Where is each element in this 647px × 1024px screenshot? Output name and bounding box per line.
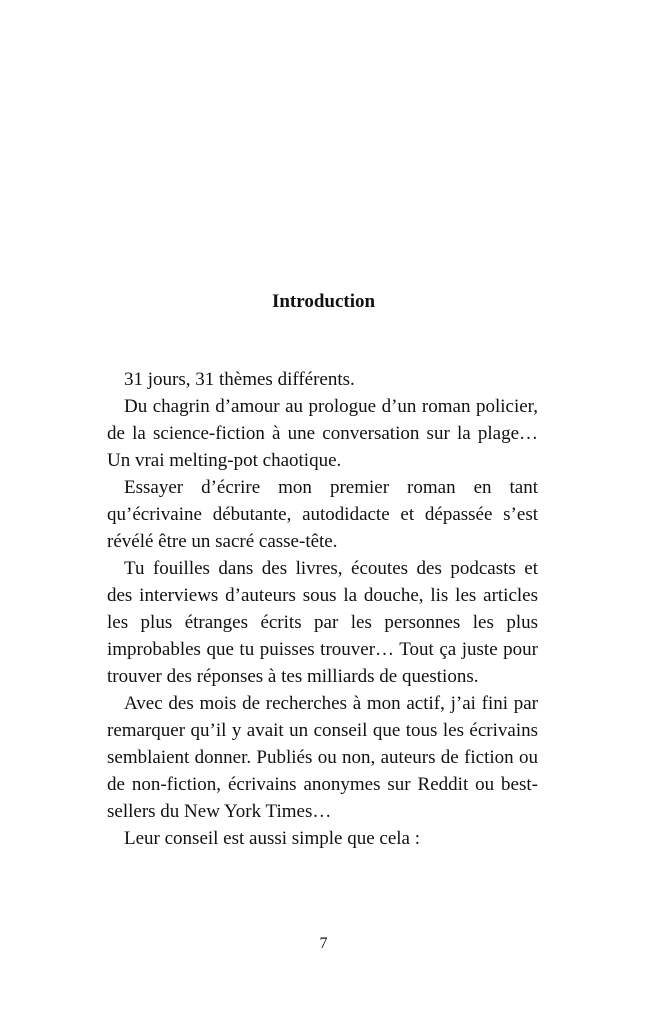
page-title: Introduction [271, 291, 376, 312]
paragraph: Essayer d’écrire mon premier roman en tant qu’écrivaine débutante, autodidacte et dépassée s’est révélé être un sacré casse-tête. [107, 477, 538, 552]
page-number: 7 [319, 935, 328, 952]
paragraph: Avec des mois de recherches à mon actif, j’ai fini par remarquer qu’il y avait un conseil que tous les écrivains semblaient donner. Publiés ou non, auteurs de fiction ou de non-fiction, écrivains anonymes sur Reddit ou best-sellers du New York Times… [107, 693, 538, 822]
paragraph: Leur conseil est aussi simple que cela : [124, 828, 420, 849]
paragraph: Tu fouilles dans des livres, écoutes des podcasts et des interviews d’auteurs sous la douche, lis les articles les plus étranges écrits par les personnes les plus improbables que tu puisses trouver… Tout ça juste pour trouver des réponses à tes milliards de questions. [107, 558, 538, 687]
body-text [107, 366, 538, 852]
paragraph: 31 jours, 31 thèmes différents. [124, 369, 355, 390]
paragraph: Du chagrin d’amour au prologue d’un roman policier, de la science-fiction à une conversation sur la plage… Un vrai melting-pot chaotique. [107, 396, 538, 471]
